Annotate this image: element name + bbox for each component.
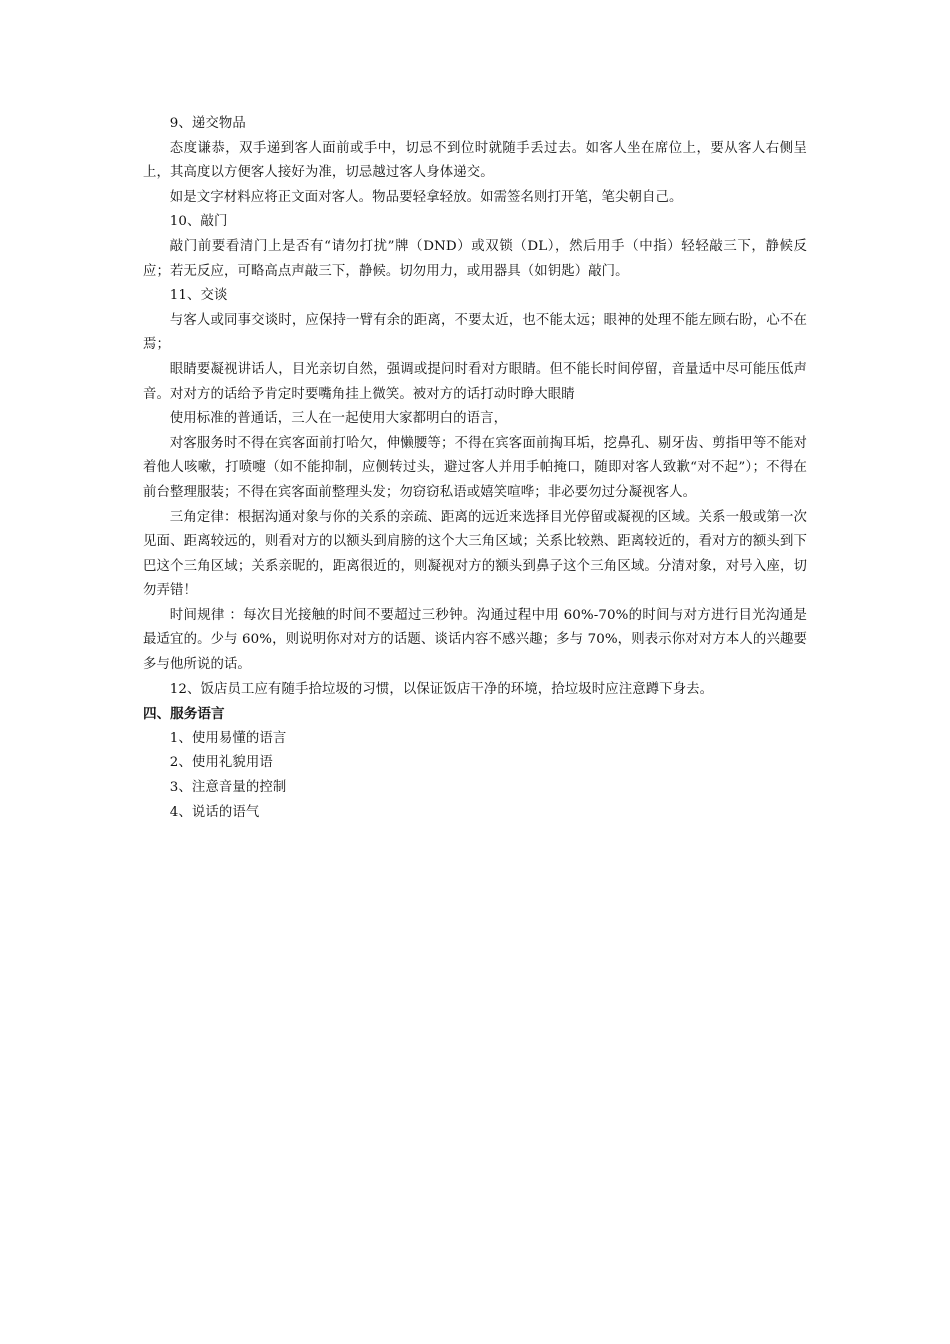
paragraph-knock-door: 敲门前要看清门上是否有“请勿打扰”牌（DND）或双锁（DL），然后用手（中指）轻轻敲三下，静候反应；若无反应，可略高点声敲三下，静候。切勿用力，或用器具（如钥匙）敲门。 [143, 238, 807, 279]
paragraph-conversation-distance: 与客人或同事交谈时，应保持一臂有余的距离，不要太近，也不能太远；眼神的处理不能左顾右盼，心不在焉； [143, 312, 807, 353]
paragraph-conversation-language: 使用标准的普通话，三人在一起使用大家都明白的语言， [169, 411, 508, 427]
subheading-deliver-items: 9、递交物品 [169, 116, 246, 131]
paragraph-pick-up-litter: 12、饭店员工应有随手拾垃圾的习惯，以保证饭店干净的环境，拾垃圾时应注意蹲下身去。 [169, 681, 714, 697]
document-body [143, 112, 807, 825]
section-heading-service-language: 四、服务语言 [143, 706, 225, 723]
subheading-knock-door: 10、敲门 [169, 214, 228, 230]
list-item: 3、注意音量的控制 [169, 780, 287, 796]
list-item: 4、说话的语气 [169, 804, 260, 820]
list-item: 1、使用易懂的语言 [169, 730, 287, 746]
paragraph-deliver-attitude: 态度谦恭，双手递到客人面前或手中，切忌不到位时就随手丢过去。如客人坐在席位上，要从客人右侧呈上，其高度以方便客人接好为准，切忌越过客人身体递交。 [143, 140, 807, 181]
paragraph-time-rule: 时间规律 ：每次目光接触的时间不要超过三秒钟。沟通过程中用 60%-70%的时间与对方进行目光沟通是最适宜的。少与 60%，则说明你对对方的话题、谈话内容不感兴趣；多与 70%，则表示你对对方本人的兴趣要多与他所说的话。 [143, 607, 807, 673]
list-item: 2、使用礼貌用语 [169, 755, 273, 771]
paragraph-service-manners: 对客服务时不得在宾客面前打哈欠，伸懒腰等；不得在宾客面前掏耳垢，挖鼻孔、剔牙齿、剪指甲等不能对着他人咳嗽，打喷嚏（如不能抑制，应侧转过头，避过客人并用手帕掩口，随即对客人致歉“对不起”）；不得在前台整理服装；不得在宾客面前整理头发；勿窃窃私语或嬉笑喧哗；非必要勿过分凝视客人。 [143, 435, 807, 500]
paragraph-conversation-eyes: 眼睛要凝视讲话人，目光亲切自然，强调或提问时看对方眼睛。但不能长时间停留，音量适中尽可能压低声音。对对方的话给予肯定时要嘴角挂上微笑。被对方的话打动时睁大眼睛 [143, 361, 807, 402]
paragraph-deliver-documents: 如是文字材料应将正文面对客人。物品要轻拿轻放。如需签名则打开笔，笔尖朝自己。 [169, 189, 683, 205]
paragraph-triangle-rule: 三角定律：根据沟通对象与你的关系的亲疏、距离的远近来选择目光停留或凝视的区域。关系一般或第一次见面、距离较远的，则看对方的以额头到肩膀的这个大三角区域；关系比较熟、距离较近的，看对方的额头到下巴这个三角区域；关系亲昵的，距离很近的，则凝视对方的额头到鼻子这个三角区域。分清对象，对号入座，切勿弄错！ [143, 509, 807, 599]
subheading-conversation: 11、交谈 [169, 288, 228, 304]
